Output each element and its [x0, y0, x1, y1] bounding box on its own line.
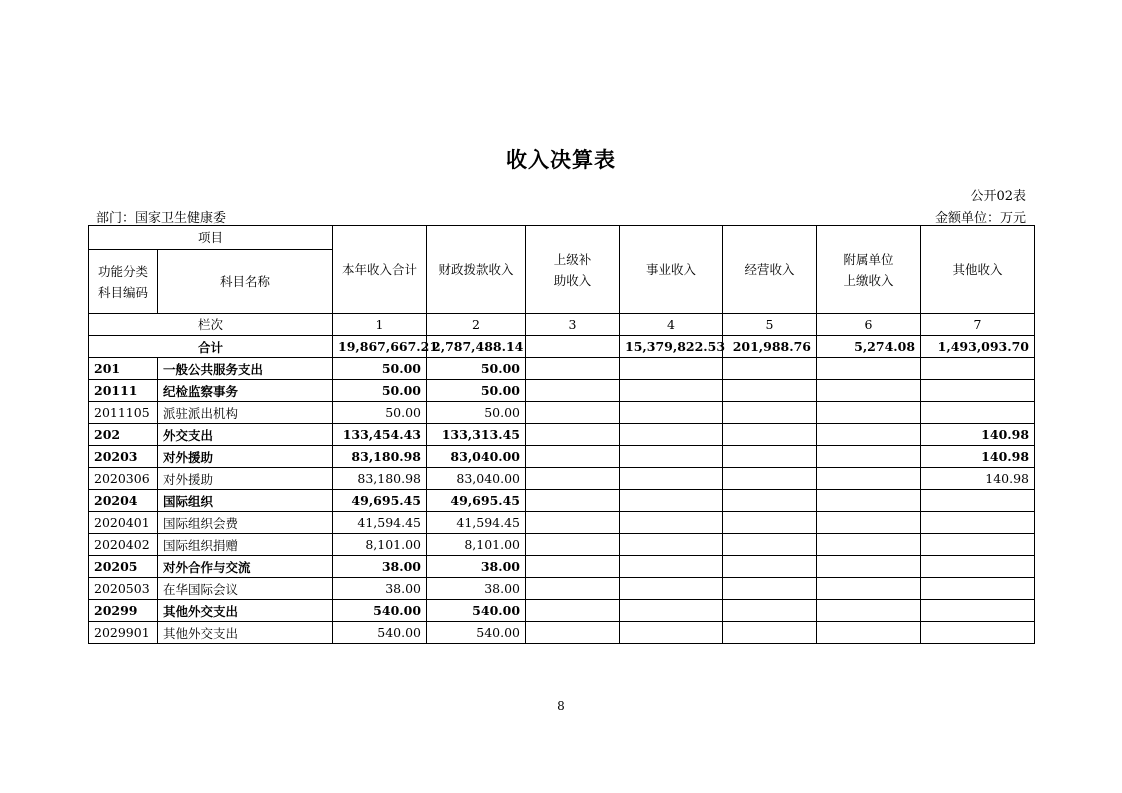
amount-cell: 8,101.00	[427, 534, 526, 556]
amount-cell: 50.00	[427, 358, 526, 380]
department-label: 部门：国家卫生健康委	[96, 211, 227, 226]
table-row	[89, 556, 1035, 578]
total-value: 1,493,093.70	[921, 336, 1035, 358]
amount-cell	[817, 622, 921, 644]
amount-cell: 83,040.00	[427, 468, 526, 490]
amount-cell	[526, 556, 620, 578]
amount-cell	[526, 622, 620, 644]
subject-name: 其他外交支出	[158, 600, 333, 622]
page-number: 8	[557, 699, 565, 713]
header-code: 功能分类 科目编码	[89, 250, 158, 314]
table-row	[89, 622, 1035, 644]
total-value: 15,379,822.53	[620, 336, 723, 358]
amount-cell	[921, 600, 1035, 622]
amount-cell	[620, 468, 723, 490]
subject-code: 2011105	[89, 402, 158, 424]
subject-name: 一般公共服务支出	[158, 358, 333, 380]
amount-cell	[817, 468, 921, 490]
amount-cell	[723, 600, 817, 622]
subject-name: 国际组织会费	[158, 512, 333, 534]
amount-cell: 38.00	[427, 556, 526, 578]
subject-name: 对外援助	[158, 446, 333, 468]
amount-cell	[723, 358, 817, 380]
amount-cell	[526, 468, 620, 490]
amount-cell	[723, 534, 817, 556]
total-value: 5,274.08	[817, 336, 921, 358]
amount-cell	[526, 578, 620, 600]
amount-cell	[723, 556, 817, 578]
amount-cell	[817, 424, 921, 446]
subject-code: 20111	[89, 380, 158, 402]
amount-cell	[817, 446, 921, 468]
income-table	[88, 225, 1035, 644]
subject-code: 20205	[89, 556, 158, 578]
amount-cell	[817, 402, 921, 424]
amount-cell	[723, 490, 817, 512]
amount-cell: 49,695.45	[427, 490, 526, 512]
amount-cell	[817, 490, 921, 512]
amount-cell: 140.98	[921, 424, 1035, 446]
total-label: 合计	[89, 336, 333, 358]
amount-cell: 83,180.98	[333, 468, 427, 490]
subject-code: 2020402	[89, 534, 158, 556]
subject-name: 在华国际会议	[158, 578, 333, 600]
subject-name: 其他外交支出	[158, 622, 333, 644]
header-col-3: 上级补 助收入	[526, 226, 620, 314]
amount-cell: 140.98	[921, 446, 1035, 468]
amount-cell	[620, 512, 723, 534]
amount-cell	[620, 446, 723, 468]
amount-cell: 50.00	[333, 402, 427, 424]
amount-cell	[526, 402, 620, 424]
amount-cell: 50.00	[427, 402, 526, 424]
amount-cell: 41,594.45	[427, 512, 526, 534]
column-number: 3	[526, 314, 620, 336]
table-row	[89, 512, 1035, 534]
table-row	[89, 490, 1035, 512]
subject-name: 对外援助	[158, 468, 333, 490]
subject-code: 202	[89, 424, 158, 446]
amount-cell	[723, 512, 817, 534]
subject-code: 2020306	[89, 468, 158, 490]
form-id: 公开02表	[970, 189, 1026, 204]
amount-cell	[526, 380, 620, 402]
amount-cell: 38.00	[333, 578, 427, 600]
table-row	[89, 446, 1035, 468]
subject-code: 201	[89, 358, 158, 380]
amount-cell	[723, 468, 817, 490]
amount-cell	[921, 578, 1035, 600]
amount-cell	[723, 380, 817, 402]
amount-cell	[526, 534, 620, 556]
amount-cell	[620, 600, 723, 622]
amount-cell: 49,695.45	[333, 490, 427, 512]
header-col-6: 附属单位 上缴收入	[817, 226, 921, 314]
amount-cell	[921, 512, 1035, 534]
amount-cell	[620, 358, 723, 380]
amount-cell	[526, 358, 620, 380]
amount-cell	[723, 424, 817, 446]
column-number: 5	[723, 314, 817, 336]
header-col-7: 其他收入	[921, 226, 1035, 314]
table-row	[89, 358, 1035, 380]
amount-cell	[921, 402, 1035, 424]
subject-name: 国际组织捐赠	[158, 534, 333, 556]
amount-cell	[526, 600, 620, 622]
amount-cell: 50.00	[333, 358, 427, 380]
header-subject-name: 科目名称	[158, 250, 333, 314]
amount-cell: 540.00	[427, 622, 526, 644]
amount-cell	[723, 446, 817, 468]
amount-cell	[921, 380, 1035, 402]
amount-cell	[526, 424, 620, 446]
amount-cell	[817, 578, 921, 600]
subject-name: 纪检监察事务	[158, 380, 333, 402]
amount-cell	[620, 402, 723, 424]
header-col-4: 事业收入	[620, 226, 723, 314]
amount-cell	[620, 556, 723, 578]
total-value: 2,787,488.14	[427, 336, 526, 358]
table-row	[89, 468, 1035, 490]
amount-cell: 50.00	[427, 380, 526, 402]
amount-cell	[921, 622, 1035, 644]
total-value	[526, 336, 620, 358]
table-row	[89, 600, 1035, 622]
header-col-1: 本年收入合计	[333, 226, 427, 314]
amount-cell	[620, 424, 723, 446]
amount-cell	[526, 512, 620, 534]
subject-name: 国际组织	[158, 490, 333, 512]
amount-cell	[723, 622, 817, 644]
subject-code: 2029901	[89, 622, 158, 644]
amount-cell: 50.00	[333, 380, 427, 402]
subject-name: 派驻派出机构	[158, 402, 333, 424]
amount-cell: 140.98	[921, 468, 1035, 490]
subject-code: 2020401	[89, 512, 158, 534]
table-row	[89, 534, 1035, 556]
amount-cell	[817, 534, 921, 556]
amount-cell	[817, 600, 921, 622]
row-label: 栏次	[89, 314, 333, 336]
amount-cell	[817, 380, 921, 402]
amount-cell: 540.00	[333, 622, 427, 644]
amount-cell: 8,101.00	[333, 534, 427, 556]
amount-cell	[620, 534, 723, 556]
unit-label: 金额单位：万元	[934, 211, 1026, 226]
amount-cell: 38.00	[427, 578, 526, 600]
page-title: 收入决算表	[506, 148, 616, 172]
header-col-5: 经营收入	[723, 226, 817, 314]
subject-code: 20299	[89, 600, 158, 622]
amount-cell	[723, 578, 817, 600]
amount-cell	[817, 556, 921, 578]
amount-cell	[620, 622, 723, 644]
column-number: 4	[620, 314, 723, 336]
subject-code: 20203	[89, 446, 158, 468]
subject-code: 2020503	[89, 578, 158, 600]
amount-cell	[620, 578, 723, 600]
amount-cell	[921, 490, 1035, 512]
amount-cell	[723, 402, 817, 424]
amount-cell: 83,180.98	[333, 446, 427, 468]
subject-name: 对外合作与交流	[158, 556, 333, 578]
amount-cell	[526, 490, 620, 512]
amount-cell: 540.00	[427, 600, 526, 622]
subject-code: 20204	[89, 490, 158, 512]
header-col-2: 财政拨款收入	[427, 226, 526, 314]
subject-name: 外交支出	[158, 424, 333, 446]
total-value: 19,867,667.21	[333, 336, 427, 358]
amount-cell	[921, 358, 1035, 380]
amount-cell: 133,313.45	[427, 424, 526, 446]
amount-cell: 83,040.00	[427, 446, 526, 468]
amount-cell: 540.00	[333, 600, 427, 622]
amount-cell: 41,594.45	[333, 512, 427, 534]
column-number: 1	[333, 314, 427, 336]
total-row	[89, 336, 1035, 358]
amount-cell: 133,454.43	[333, 424, 427, 446]
column-number: 6	[817, 314, 921, 336]
amount-cell	[921, 534, 1035, 556]
amount-cell	[526, 446, 620, 468]
total-value: 201,988.76	[723, 336, 817, 358]
amount-cell: 38.00	[333, 556, 427, 578]
amount-cell	[817, 512, 921, 534]
column-number-row	[89, 314, 1035, 336]
amount-cell	[620, 490, 723, 512]
column-number: 2	[427, 314, 526, 336]
amount-cell	[620, 380, 723, 402]
header-project: 项目	[89, 226, 333, 250]
table-row	[89, 380, 1035, 402]
table-row	[89, 402, 1035, 424]
table-row	[89, 424, 1035, 446]
column-number: 7	[921, 314, 1035, 336]
amount-cell	[817, 358, 921, 380]
table-row	[89, 578, 1035, 600]
amount-cell	[921, 556, 1035, 578]
